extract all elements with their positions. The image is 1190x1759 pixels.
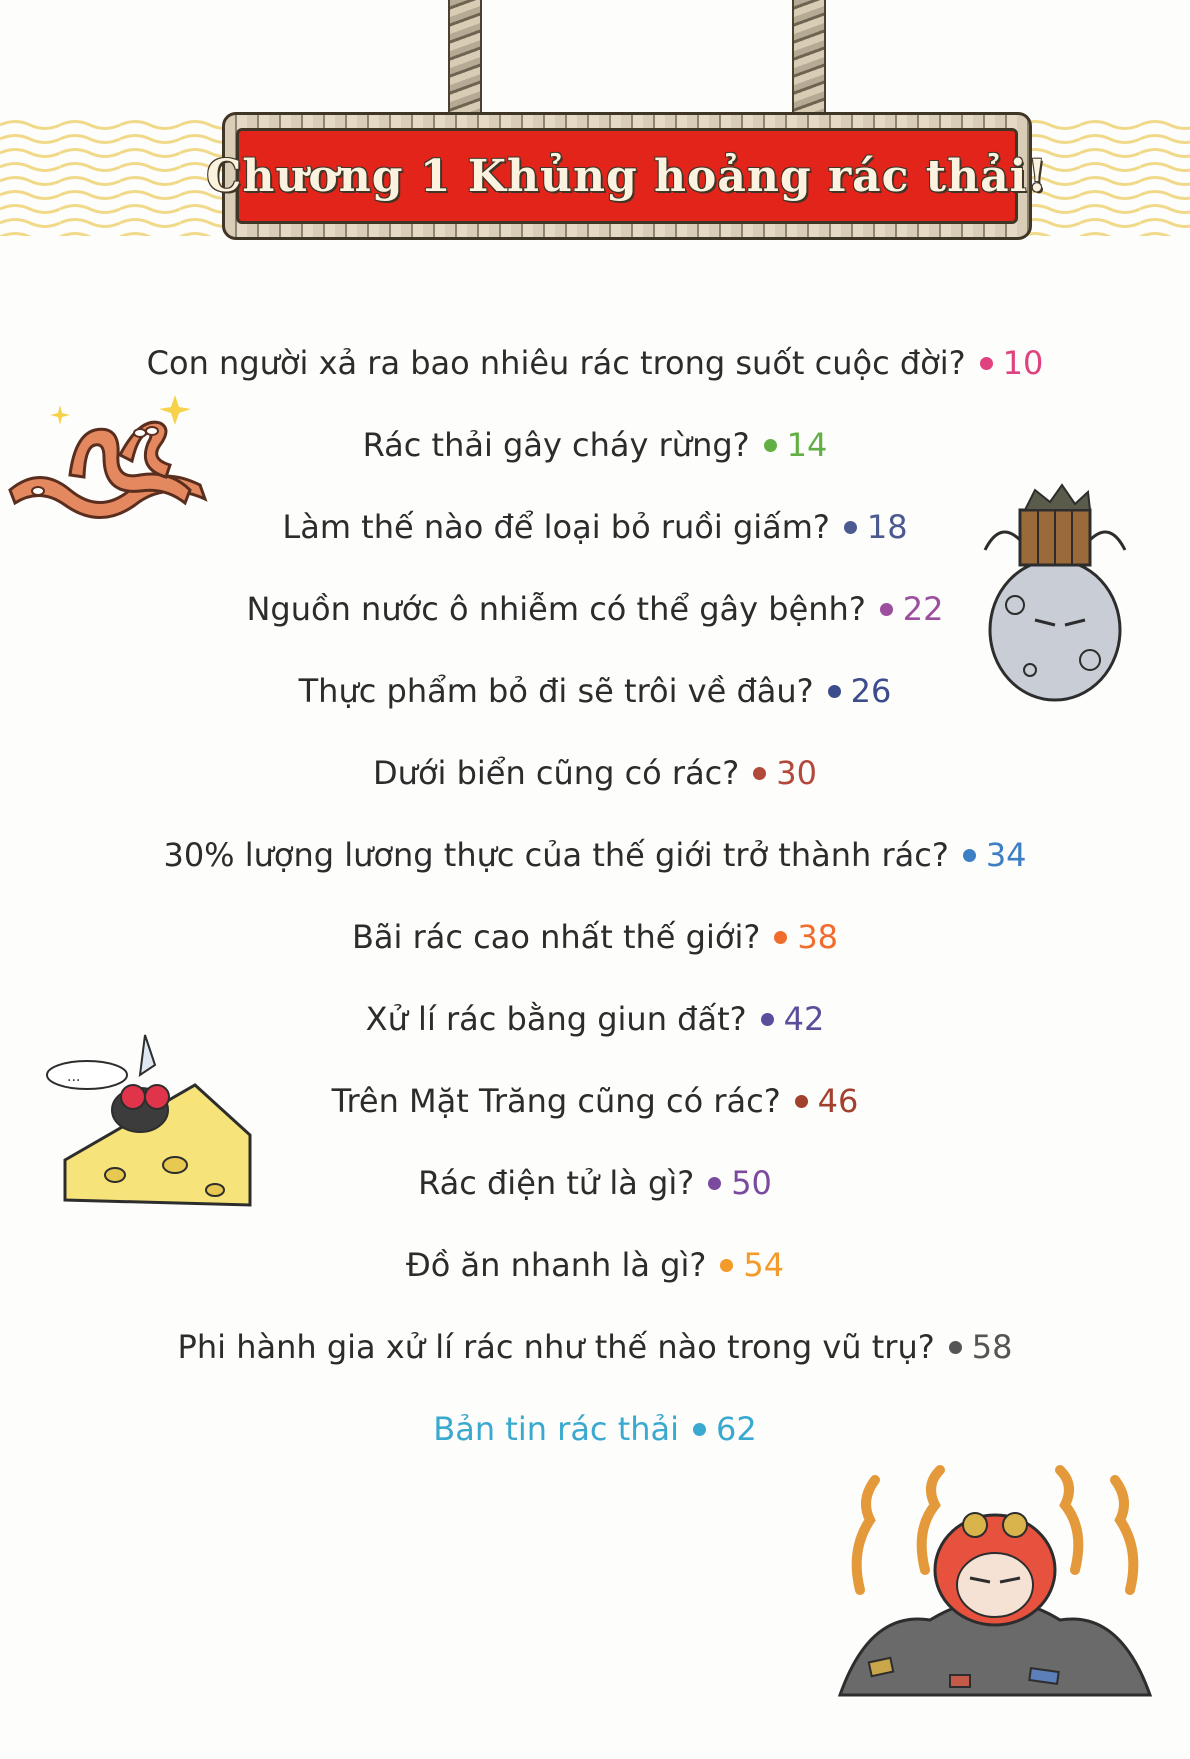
- toc-entry[interactable]: [0, 1306, 1190, 1388]
- toc-entry-page: 54: [743, 1246, 785, 1284]
- toc-entry[interactable]: [0, 1388, 1190, 1470]
- bullet-dot-icon: [761, 1013, 774, 1026]
- toc-entry-page: 62: [716, 1410, 757, 1448]
- toc-entry-title: Làm thế nào để loại bỏ ruồi giấm?: [282, 508, 830, 546]
- bullet-dot-icon: [708, 1177, 721, 1190]
- toc-entry-page: 58: [971, 1328, 1013, 1366]
- toc-entry-page: 18: [866, 508, 908, 546]
- toc-entry-page: 50: [731, 1164, 772, 1202]
- fly-speech-bubble: ...: [67, 1069, 81, 1085]
- toc-entry[interactable]: [0, 814, 1190, 896]
- bullet-dot-icon: [980, 357, 993, 370]
- bullet-dot-icon: [880, 603, 893, 616]
- bullet-dot-icon: [963, 849, 976, 862]
- toc-entry-title: Bãi rác cao nhất thế giới?: [351, 918, 761, 956]
- bullet-dot-icon: [828, 685, 841, 698]
- toc-entry-title: Trên Mặt Trăng cũng có rác?: [331, 1082, 781, 1120]
- rope-right: [792, 0, 826, 130]
- toc-entry-title: Thực phẩm bỏ đi sẽ trôi về đâu?: [298, 672, 814, 710]
- bullet-dot-icon: [764, 439, 777, 452]
- toc-entry-title: Bản tin rác thải: [433, 1410, 680, 1448]
- bullet-dot-icon: [795, 1095, 808, 1108]
- banner-plank: [206, 128, 1048, 224]
- earthworms-illustration: [0, 395, 240, 535]
- bullet-dot-icon: [949, 1341, 962, 1354]
- toc-entry[interactable]: [0, 1224, 1190, 1306]
- toc-entry-title: Dưới biển cũng có rác?: [373, 754, 740, 792]
- toc-entry-title: 30% lượng lương thực của thế giới trở thành rác?: [163, 836, 949, 874]
- toc-entry-title: Phi hành gia xử lí rác như thế nào trong vũ trụ?: [177, 1328, 935, 1366]
- bullet-dot-icon: [753, 767, 766, 780]
- toc-entry-page: 14: [786, 426, 828, 464]
- toc-entry-page: 38: [797, 918, 839, 956]
- chapter-title: Chương 1 Khủng hoảng rác thải!: [206, 150, 1048, 202]
- toc-entry-title: Nguồn nước ô nhiễm có thể gây bệnh?: [246, 590, 866, 628]
- toc-entry[interactable]: [0, 896, 1190, 978]
- toc-entry-page: 26: [850, 672, 892, 710]
- toc-entry-page: 22: [902, 590, 944, 628]
- toc-entry-page: 10: [1002, 344, 1044, 382]
- toc-entry-title: Rác điện tử là gì?: [418, 1164, 695, 1202]
- toc-entry-title: Rác thải gây cháy rừng?: [362, 426, 750, 464]
- bullet-dot-icon: [774, 931, 787, 944]
- pot-character-illustration: [980, 480, 1130, 710]
- chapter-banner: [206, 112, 1048, 240]
- toc-entry-title: Xử lí rác bằng giun đất?: [365, 1000, 747, 1038]
- toc-entry-page: 34: [985, 836, 1027, 874]
- bullet-dot-icon: [693, 1423, 706, 1436]
- bullet-dot-icon: [844, 521, 857, 534]
- toc-entry-page: 42: [783, 1000, 825, 1038]
- toc-entry-title: Đồ ăn nhanh là gì?: [405, 1246, 707, 1284]
- toc-entry-page: 30: [776, 754, 817, 792]
- toc-entry[interactable]: [0, 732, 1190, 814]
- trash-pile-character-illustration: [830, 1460, 1160, 1730]
- rope-left: [448, 0, 482, 130]
- fly-on-cheese-illustration: [45, 1025, 260, 1220]
- toc-entry[interactable]: [0, 322, 1190, 404]
- toc-entry-page: 46: [817, 1082, 859, 1120]
- toc-entry-title: Con người xả ra bao nhiêu rác trong suốt cuộc đời?: [146, 344, 966, 382]
- bullet-dot-icon: [720, 1259, 733, 1272]
